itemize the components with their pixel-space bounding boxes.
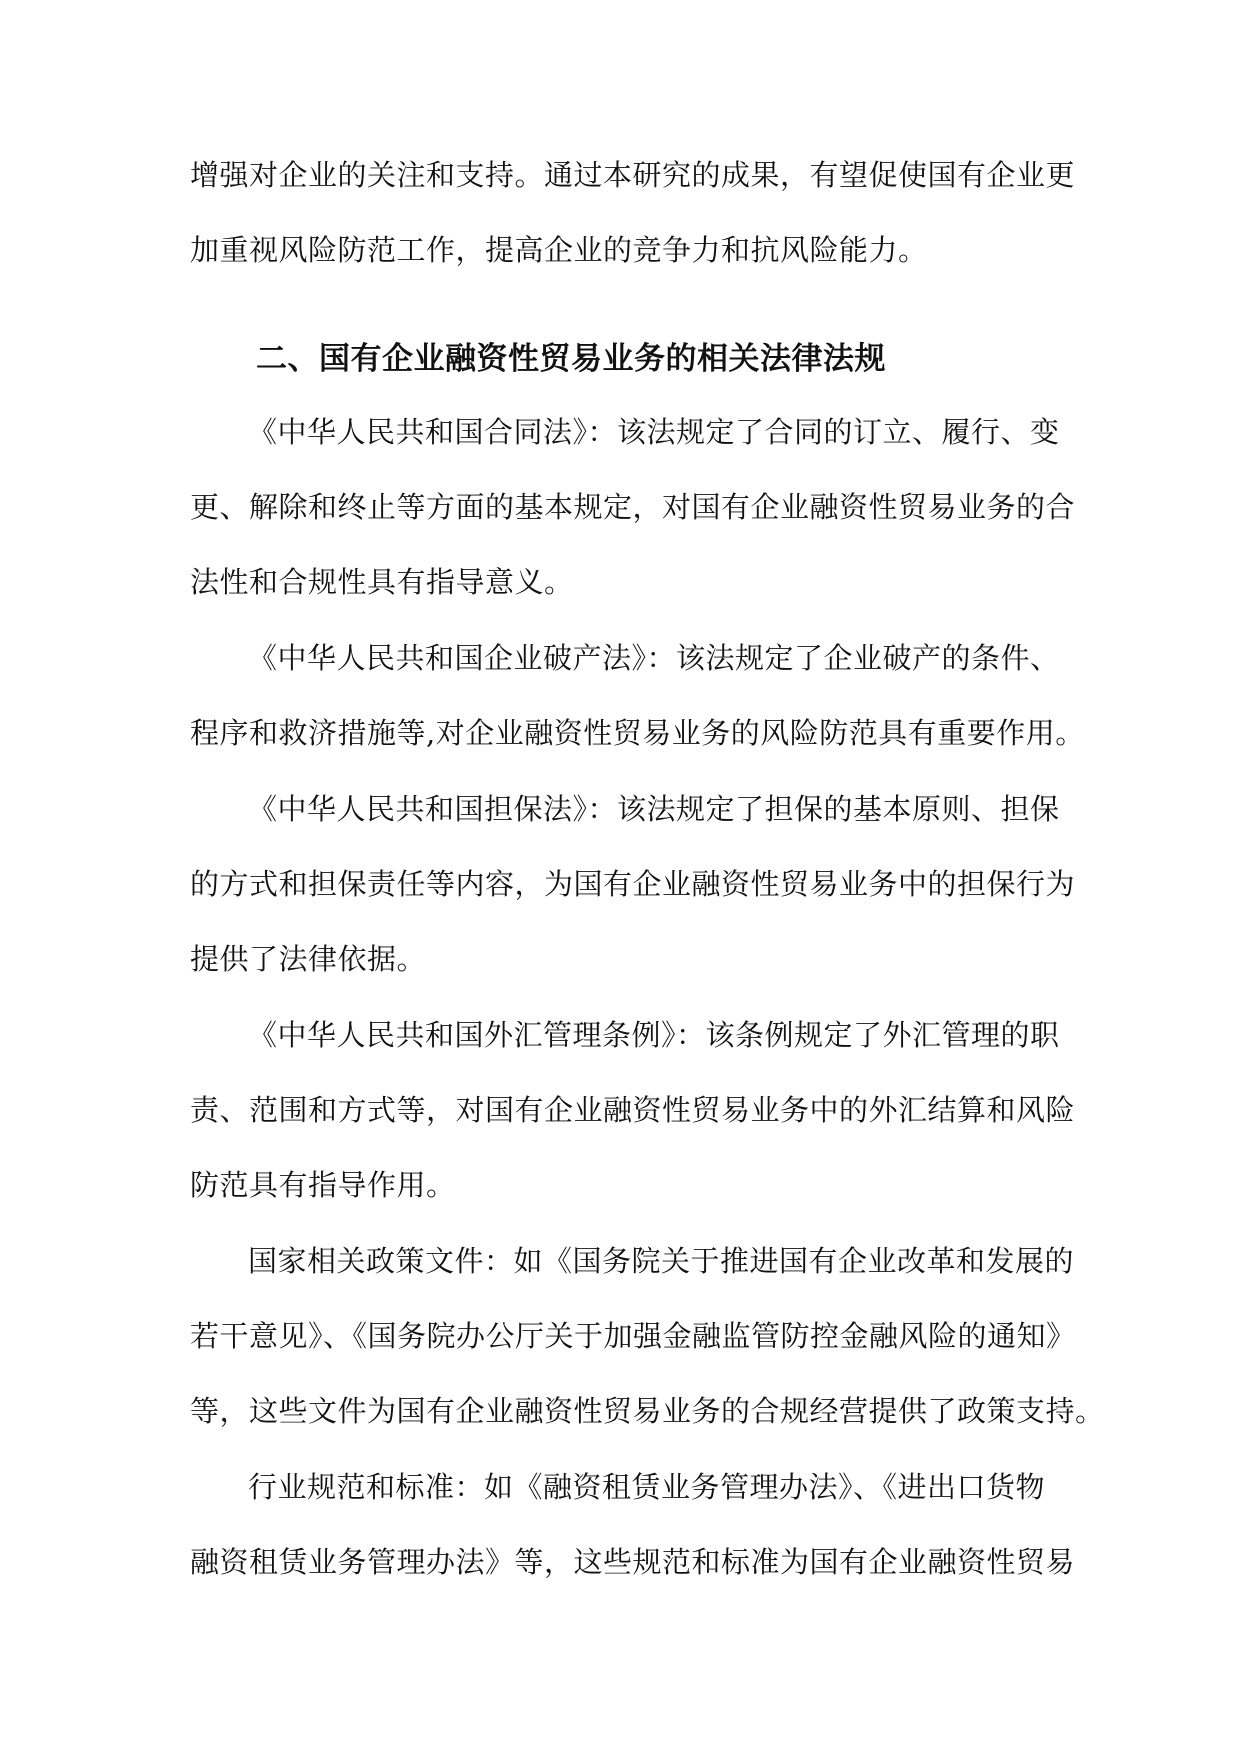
paragraph-3-line-2: 的方式和担保责任等内容，为国有企业融资性贸易业务中的担保行为 — [190, 867, 1076, 901]
paragraph-6-line-1: 行业规范和标准：如《融资租赁业务管理办法》、《进出口货物 — [248, 1470, 1046, 1504]
paragraph-4-line-2: 责、范围和方式等，对国有企业融资性贸易业务中的外汇结算和风险 — [190, 1093, 1076, 1127]
paragraph-5-line-2: 若干意见》、《国务院办公厅关于加强金融监管防控金融风险的通知》 — [190, 1319, 1076, 1353]
paragraph-5-line-3: 等，这些文件为国有企业融资性贸易业务的合规经营提供了政策支持。 — [190, 1394, 1105, 1428]
paragraph-3-line-3: 提供了法律依据。 — [190, 942, 427, 976]
paragraph-6-line-2: 融资租赁业务管理办法》等，这些规范和标准为国有企业融资性贸易 — [190, 1545, 1076, 1579]
paragraph-4-line-1: 《中华人民共和国外汇管理条例》：该条例规定了外汇管理的职 — [248, 1018, 1060, 1052]
section-heading: 二、国有企业融资性贸易业务的相关法律法规 — [256, 341, 886, 377]
paragraph-1-line-1: 《中华人民共和国合同法》：该法规定了合同的订立、履行、变 — [248, 415, 1060, 449]
intro-line-2: 加重视风险防范工作，提高企业的竞争力和抗风险能力。 — [190, 233, 928, 267]
paragraph-2-line-1: 《中华人民共和国企业破产法》：该法规定了企业破产的条件、 — [248, 641, 1060, 675]
paragraph-3-line-1: 《中华人民共和国担保法》：该法规定了担保的基本原则、担保 — [248, 792, 1060, 826]
paragraph-4-line-3: 防范具有指导作用。 — [190, 1168, 456, 1202]
paragraph-5-line-1: 国家相关政策文件：如《国务院关于推进国有企业改革和发展的 — [248, 1244, 1075, 1278]
paragraph-1-line-2: 更、解除和终止等方面的基本规定，对国有企业融资性贸易业务的合 — [190, 490, 1076, 524]
intro-line-1: 增强对企业的关注和支持。通过本研究的成果，有望促使国有企业更 — [190, 158, 1076, 192]
paragraph-2-line-2: 程序和救济措施等,对企业融资性贸易业务的风险防范具有重要作用。 — [190, 716, 1085, 750]
paragraph-1-line-3: 法性和合规性具有指导意义。 — [190, 565, 574, 599]
